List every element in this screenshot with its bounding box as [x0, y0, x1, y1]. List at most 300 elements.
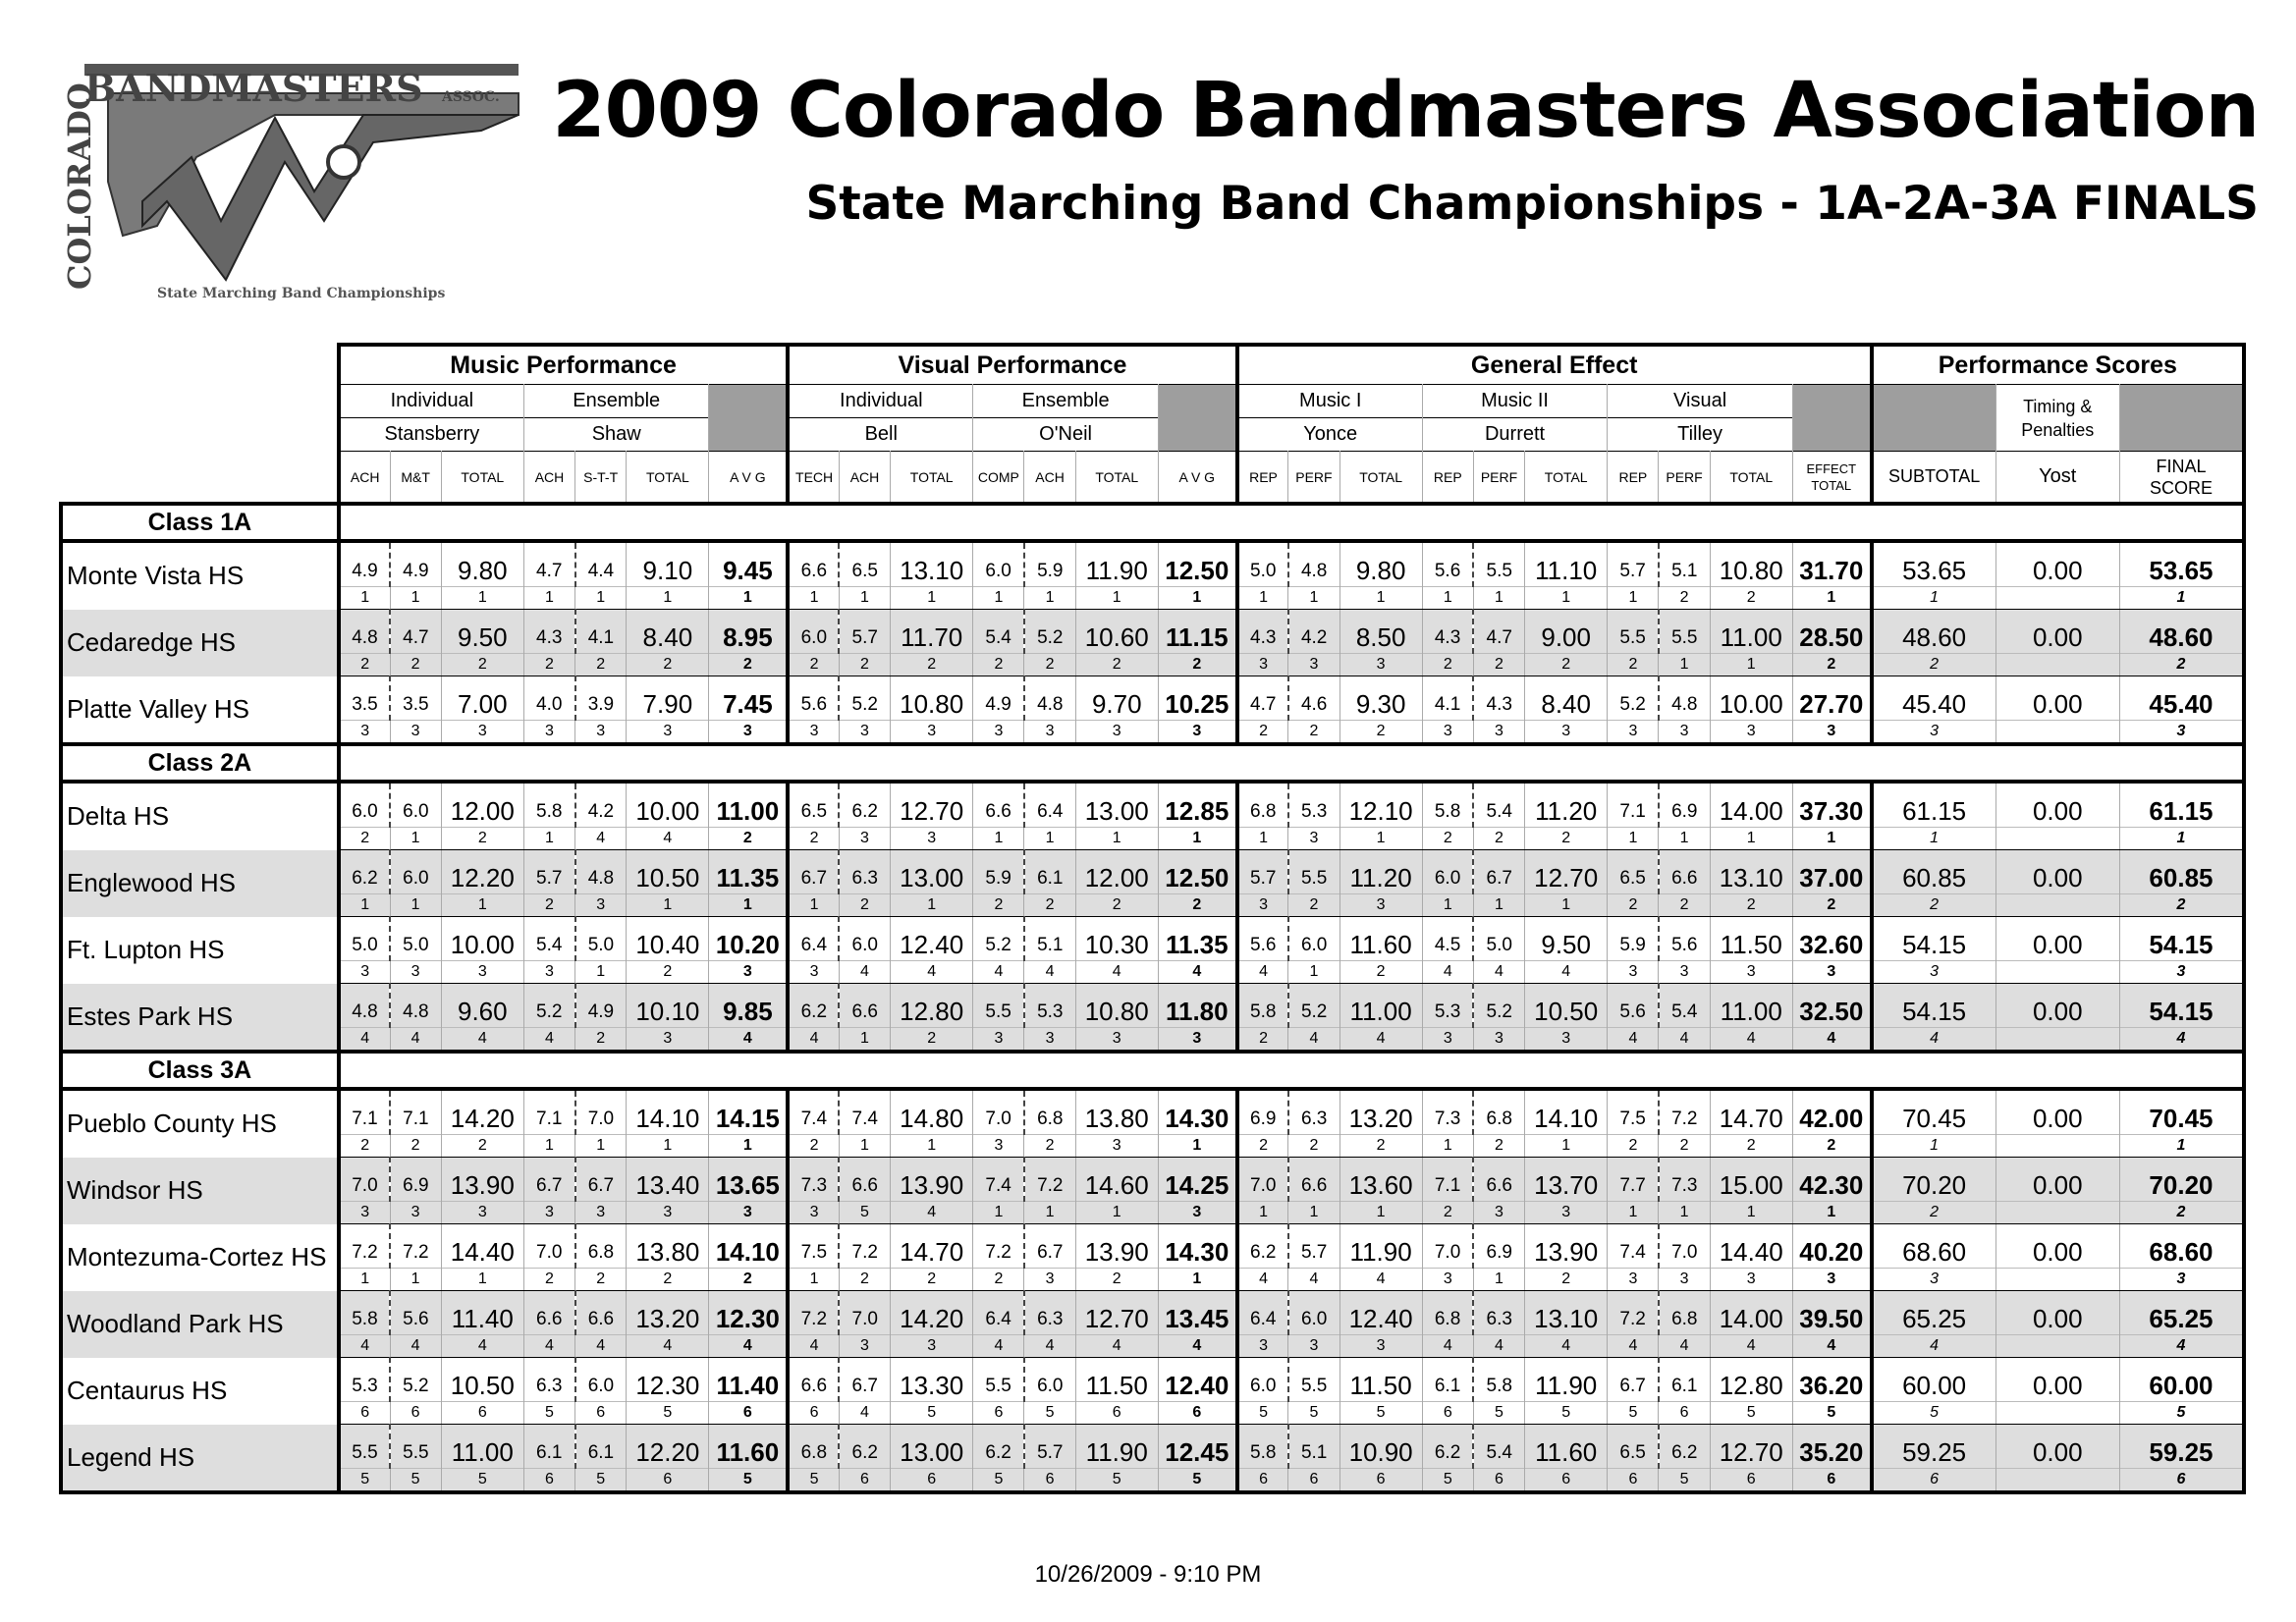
band-name: Monte Vista HS: [61, 541, 339, 610]
score-cell: 6.0: [1024, 1358, 1075, 1402]
score-cell: 14.10: [627, 1089, 709, 1135]
rank-cell: 1: [1158, 1135, 1236, 1158]
rank-cell: 1: [1525, 587, 1608, 610]
score-cell: 6.9: [1473, 1224, 1524, 1269]
score-cell: 0.00: [1995, 1358, 2119, 1402]
score-cell: 4.3: [1422, 610, 1473, 654]
score-cell: 5.2: [973, 917, 1024, 961]
score-cell: 6.0: [1288, 1291, 1339, 1335]
rank-cell: 2: [390, 654, 441, 676]
score-cell: 6.0: [390, 850, 441, 894]
score-cell: 13.20: [1339, 1089, 1422, 1135]
rank-cell: 2: [1659, 894, 1710, 917]
rank-cell: 1: [1659, 828, 1710, 850]
score-cell: 12.20: [627, 1425, 709, 1469]
rank-cell: 2: [339, 1135, 390, 1158]
score-cell: 6.4: [788, 917, 839, 961]
score-cell: 4.9: [575, 984, 627, 1028]
score-cell: 7.2: [1659, 1089, 1710, 1135]
band-name: Platte Valley HS: [61, 676, 339, 745]
rank-cell: 4: [973, 961, 1024, 984]
score-cell: 7.7: [1608, 1158, 1659, 1202]
rank-cell: 1: [1339, 587, 1422, 610]
rank-cell: 4: [1872, 1335, 1995, 1358]
score-cell: 42.30: [1792, 1158, 1871, 1202]
rank-cell: 4: [1158, 961, 1236, 984]
rank-cell: 2: [839, 894, 890, 917]
rank-cell: 3: [1237, 654, 1288, 676]
score-cell: 13.90: [1525, 1224, 1608, 1269]
score-cell: 6.8: [1659, 1291, 1710, 1335]
score-cell: 6.8: [1237, 782, 1288, 828]
rank-cell: 4: [1024, 1335, 1075, 1358]
score-cell: 7.4: [788, 1089, 839, 1135]
score-cell: 6.3: [1473, 1291, 1524, 1335]
rank-cell: 4: [839, 1402, 890, 1425]
rank-cell: 6: [788, 1402, 839, 1425]
rank-cell: 2: [1075, 1269, 1158, 1291]
rank-cell: 3: [1075, 721, 1158, 745]
header-visual-performance: Visual Performance: [788, 345, 1236, 385]
rank-cell: 4: [1237, 1269, 1288, 1291]
rank-cell: 2: [1608, 894, 1659, 917]
score-cell: 7.1: [523, 1089, 574, 1135]
score-cell: 5.7: [1608, 541, 1659, 587]
score-cell: 60.85: [2119, 850, 2244, 894]
svg-text:COLORADO: COLORADO: [61, 82, 98, 290]
rank-cell: 3: [575, 894, 627, 917]
rank-cell: 6: [1158, 1402, 1236, 1425]
rank-cell: 5: [1872, 1402, 1995, 1425]
rank-cell: 4: [390, 1335, 441, 1358]
score-cell: 5.4: [1659, 984, 1710, 1028]
rank-cell: 1: [339, 1269, 390, 1291]
rank-cell: 3: [390, 1202, 441, 1224]
score-cell: 11.00: [1339, 984, 1422, 1028]
band-rank-row: [61, 587, 2244, 610]
rank-cell: 3: [1608, 721, 1659, 745]
band-score-row: [61, 610, 2244, 654]
header-shade: [1872, 385, 1995, 452]
score-cell: 5.1: [1288, 1425, 1339, 1469]
score-cell: 12.70: [891, 782, 973, 828]
rank-cell: 3: [1158, 1202, 1236, 1224]
rank-cell: [1995, 894, 2119, 917]
score-cell: 4.8: [339, 610, 390, 654]
score-cell: 45.40: [1872, 676, 1995, 721]
rank-cell: [1995, 1402, 2119, 1425]
rank-cell: 4: [891, 961, 973, 984]
score-cell: 12.00: [441, 782, 523, 828]
rank-cell: 1: [973, 1202, 1024, 1224]
score-cell: 6.1: [1659, 1358, 1710, 1402]
score-cell: 12.20: [441, 850, 523, 894]
score-cell: 5.2: [1024, 610, 1075, 654]
col-stt: S-T-T: [575, 452, 627, 505]
score-cell: 5.5: [973, 984, 1024, 1028]
score-cell: 7.0: [1659, 1224, 1710, 1269]
band-rank-row: [61, 1335, 2244, 1358]
rank-cell: 3: [891, 721, 973, 745]
score-cell: 5.4: [973, 610, 1024, 654]
score-cell: 11.15: [1158, 610, 1236, 654]
rank-cell: 3: [709, 961, 788, 984]
score-cell: 6.0: [390, 782, 441, 828]
col-ach: ACH: [523, 452, 574, 505]
header-timing-penalties: [1995, 385, 2119, 452]
score-cell: 5.6: [1237, 917, 1288, 961]
score-cell: 0.00: [1995, 1089, 2119, 1135]
score-cell: 6.6: [839, 984, 890, 1028]
score-cell: 13.70: [1525, 1158, 1608, 1202]
rank-cell: 6: [523, 1469, 574, 1493]
rank-cell: 3: [1710, 961, 1792, 984]
rank-cell: 3: [1473, 1202, 1524, 1224]
header-music-ii: Music II: [1422, 385, 1608, 418]
band-rank-row: [61, 1202, 2244, 1224]
score-cell: 7.3: [1659, 1158, 1710, 1202]
score-cell: 12.30: [709, 1291, 788, 1335]
rank-cell: 2: [891, 1028, 973, 1053]
rank-cell: 4: [627, 828, 709, 850]
rank-cell: 3: [1872, 961, 1995, 984]
rank-cell: 3: [1872, 721, 1995, 745]
score-cell: 9.80: [1339, 541, 1422, 587]
rank-cell: 1: [1659, 654, 1710, 676]
score-cell: 7.4: [839, 1089, 890, 1135]
score-cell: 7.4: [1608, 1224, 1659, 1269]
rank-cell: 6: [1473, 1469, 1524, 1493]
score-cell: 14.60: [1075, 1158, 1158, 1202]
band-name: Delta HS: [61, 782, 339, 850]
band-score-row: [61, 917, 2244, 961]
rank-cell: 2: [1237, 1135, 1288, 1158]
score-cell: 7.2: [839, 1224, 890, 1269]
rank-cell: 2: [891, 1269, 973, 1291]
rank-cell: 1: [1473, 587, 1524, 610]
score-cell: 5.5: [390, 1425, 441, 1469]
score-cell: 6.6: [788, 541, 839, 587]
score-cell: 6.2: [973, 1425, 1024, 1469]
rank-cell: 2: [2119, 894, 2244, 917]
band-score-row: [61, 1358, 2244, 1402]
rank-cell: 4: [1288, 1028, 1339, 1053]
band-score-row: [61, 1291, 2244, 1335]
score-cell: 10.50: [1525, 984, 1608, 1028]
rank-cell: 2: [627, 961, 709, 984]
score-cell: 14.20: [441, 1089, 523, 1135]
score-cell: 4.8: [390, 984, 441, 1028]
score-cell: 4.9: [973, 676, 1024, 721]
judge-yonce: Yonce: [1237, 418, 1423, 452]
rank-cell: 3: [1792, 1269, 1871, 1291]
band-score-row: [61, 782, 2244, 828]
score-cell: 7.0: [339, 1158, 390, 1202]
score-cell: 0.00: [1995, 984, 2119, 1028]
score-cell: 5.7: [523, 850, 574, 894]
rank-cell: 3: [1525, 1028, 1608, 1053]
rank-cell: 1: [441, 587, 523, 610]
rank-cell: 4: [1288, 1269, 1339, 1291]
score-cell: 12.85: [1158, 782, 1236, 828]
score-cell: 36.20: [1792, 1358, 1871, 1402]
score-cell: 9.60: [441, 984, 523, 1028]
class-name: Class 2A: [61, 744, 339, 782]
rank-cell: 3: [1339, 654, 1422, 676]
rank-cell: [1995, 961, 2119, 984]
rank-cell: 3: [788, 961, 839, 984]
score-cell: 7.0: [1237, 1158, 1288, 1202]
score-cell: 8.95: [709, 610, 788, 654]
rank-cell: 2: [1024, 654, 1075, 676]
class-row-spacer: [339, 1052, 2244, 1089]
rank-cell: 3: [1339, 894, 1422, 917]
rank-cell: 1: [441, 894, 523, 917]
rank-cell: 2: [788, 828, 839, 850]
score-cell: 45.40: [2119, 676, 2244, 721]
score-cell: 0.00: [1995, 782, 2119, 828]
rank-cell: 6: [1075, 1402, 1158, 1425]
score-cell: 10.60: [1075, 610, 1158, 654]
rank-cell: 1: [390, 587, 441, 610]
class-header-row: [61, 1052, 2244, 1089]
score-cell: 35.20: [1792, 1425, 1871, 1469]
score-cell: 11.80: [1158, 984, 1236, 1028]
score-cell: 7.45: [709, 676, 788, 721]
rank-cell: 5: [1237, 1402, 1288, 1425]
col-total: TOTAL: [1710, 452, 1792, 505]
score-cell: 11.90: [1525, 1358, 1608, 1402]
rank-cell: 5: [1024, 1402, 1075, 1425]
score-cell: 5.8: [1237, 984, 1288, 1028]
score-cell: 5.8: [1237, 1425, 1288, 1469]
score-cell: 4.8: [575, 850, 627, 894]
rank-cell: 3: [839, 1335, 890, 1358]
score-cell: 6.9: [390, 1158, 441, 1202]
score-cell: 13.45: [1158, 1291, 1236, 1335]
rank-cell: 3: [1075, 1135, 1158, 1158]
band-score-row: [61, 850, 2244, 894]
score-cell: 7.1: [390, 1089, 441, 1135]
score-cell: 6.3: [523, 1358, 574, 1402]
band-rank-row: [61, 721, 2244, 745]
rank-cell: 3: [1075, 1028, 1158, 1053]
rank-cell: 1: [1288, 1202, 1339, 1224]
score-cell: 4.7: [1237, 676, 1288, 721]
rank-cell: 1: [627, 587, 709, 610]
rank-cell: 1: [1710, 654, 1792, 676]
score-cell: 13.90: [1075, 1224, 1158, 1269]
col-rep: REP: [1608, 452, 1659, 505]
rank-cell: 2: [709, 1269, 788, 1291]
rank-cell: 4: [973, 1335, 1024, 1358]
score-cell: 6.5: [1608, 850, 1659, 894]
score-cell: 6.2: [839, 782, 890, 828]
band-name: Ft. Lupton HS: [61, 917, 339, 984]
score-cell: 10.50: [627, 850, 709, 894]
header-general-effect: General Effect: [1237, 345, 1872, 385]
rank-cell: 3: [1659, 1269, 1710, 1291]
score-cell: 54.15: [1872, 984, 1995, 1028]
band-name: Estes Park HS: [61, 984, 339, 1053]
score-cell: 60.00: [1872, 1358, 1995, 1402]
score-cell: 12.50: [1158, 850, 1236, 894]
score-cell: 6.0: [339, 782, 390, 828]
score-cell: 11.00: [1710, 610, 1792, 654]
col-total: TOTAL: [891, 452, 973, 505]
score-cell: 10.25: [1158, 676, 1236, 721]
rank-cell: 3: [1872, 1269, 1995, 1291]
score-cell: 6.5: [839, 541, 890, 587]
header-vp-ensemble: Ensemble: [973, 385, 1159, 418]
rank-cell: 2: [1158, 654, 1236, 676]
score-cell: 59.25: [1872, 1425, 1995, 1469]
score-cell: 6.1: [1024, 850, 1075, 894]
rank-cell: 2: [839, 1269, 890, 1291]
band-name: Legend HS: [61, 1425, 339, 1493]
rank-cell: 5: [709, 1469, 788, 1493]
score-cell: 5.2: [1473, 984, 1524, 1028]
score-cell: 6.6: [1473, 1158, 1524, 1202]
score-cell: 13.80: [1075, 1089, 1158, 1135]
class-row-spacer: [339, 504, 2244, 541]
rank-cell: 2: [441, 654, 523, 676]
score-cell: 13.30: [891, 1358, 973, 1402]
rank-cell: 5: [839, 1202, 890, 1224]
score-cell: 0.00: [1995, 1158, 2119, 1202]
score-cell: 6.0: [839, 917, 890, 961]
score-cell: 5.0: [1237, 541, 1288, 587]
effect-label: EFFECT: [1806, 460, 1857, 476]
header-music-performance: Music Performance: [339, 345, 788, 385]
score-cell: 9.70: [1075, 676, 1158, 721]
score-cell: 4.7: [523, 541, 574, 587]
score-cell: 5.1: [1024, 917, 1075, 961]
score-cell: 7.5: [1608, 1089, 1659, 1135]
score-cell: 6.7: [1608, 1358, 1659, 1402]
rank-cell: 3: [1422, 1269, 1473, 1291]
score-cell: 54.15: [1872, 917, 1995, 961]
score-cell: 6.9: [1237, 1089, 1288, 1135]
score-cell: 6.6: [575, 1291, 627, 1335]
score-cell: 5.2: [1288, 984, 1339, 1028]
score-cell: 13.90: [441, 1158, 523, 1202]
rank-cell: 2: [1710, 587, 1792, 610]
score-cell: 6.5: [1608, 1425, 1659, 1469]
col-avg: A V G: [709, 452, 788, 505]
rank-cell: 3: [891, 828, 973, 850]
score-cell: 4.3: [523, 610, 574, 654]
score-cell: 13.65: [709, 1158, 788, 1202]
rank-cell: 4: [709, 1028, 788, 1053]
rank-cell: 5: [1422, 1469, 1473, 1493]
score-cell: 6.7: [788, 850, 839, 894]
band-rank-row: [61, 654, 2244, 676]
col-total: TOTAL: [627, 452, 709, 505]
score-cell: 7.90: [627, 676, 709, 721]
rank-cell: 4: [1158, 1335, 1236, 1358]
score-cell: 10.00: [441, 917, 523, 961]
rank-cell: 2: [575, 1269, 627, 1291]
score-cell: 4.8: [1024, 676, 1075, 721]
score-cell: 28.50: [1792, 610, 1871, 654]
score-cell: 61.15: [1872, 782, 1995, 828]
rank-cell: 3: [339, 721, 390, 745]
rank-cell: 2: [339, 654, 390, 676]
score-cell: 6.6: [839, 1158, 890, 1202]
timestamp: 10/26/2009 - 9:10 PM: [1034, 1561, 1262, 1588]
rank-cell: 3: [1237, 1335, 1288, 1358]
rank-cell: 2: [1608, 654, 1659, 676]
score-cell: 5.4: [1473, 782, 1524, 828]
rank-cell: 1: [627, 894, 709, 917]
score-cell: 6.8: [1422, 1291, 1473, 1335]
rank-cell: 6: [891, 1469, 973, 1493]
rank-cell: 2: [709, 654, 788, 676]
score-cell: 13.10: [1525, 1291, 1608, 1335]
rank-cell: 6: [2119, 1469, 2244, 1493]
score-cell: 6.7: [1024, 1224, 1075, 1269]
rank-cell: 6: [1608, 1469, 1659, 1493]
rank-cell: 4: [339, 1335, 390, 1358]
score-cell: 6.2: [1659, 1425, 1710, 1469]
rank-cell: 3: [1525, 721, 1608, 745]
col-subtotal: SUBTOTAL: [1872, 452, 1995, 505]
rank-cell: 4: [575, 828, 627, 850]
rank-cell: 6: [1792, 1469, 1871, 1493]
rank-cell: 5: [973, 1469, 1024, 1493]
rank-cell: 3: [441, 961, 523, 984]
rank-cell: 5: [1659, 1469, 1710, 1493]
rank-cell: 2: [339, 828, 390, 850]
band-score-row: [61, 541, 2244, 587]
rank-cell: 2: [1288, 721, 1339, 745]
rank-cell: 4: [1473, 961, 1524, 984]
score-cell: 5.5: [1288, 850, 1339, 894]
rank-cell: 2: [2119, 1202, 2244, 1224]
score-cell: 9.80: [441, 541, 523, 587]
page-title: 2009 Colorado Bandmasters Association: [552, 67, 2259, 155]
rank-cell: 4: [1659, 1335, 1710, 1358]
rank-cell: 2: [788, 1135, 839, 1158]
rank-cell: 3: [1608, 961, 1659, 984]
rank-cell: 1: [973, 587, 1024, 610]
band-rank-row: [61, 1028, 2244, 1053]
score-cell: 5.6: [788, 676, 839, 721]
score-cell: 6.0: [1237, 1358, 1288, 1402]
rank-cell: 2: [1525, 654, 1608, 676]
score-cell: 0.00: [1995, 1224, 2119, 1269]
class-name: Class 1A: [61, 504, 339, 541]
score-cell: 6.4: [973, 1291, 1024, 1335]
score-cell: 12.40: [1158, 1358, 1236, 1402]
score-cell: 9.30: [1339, 676, 1422, 721]
rank-cell: 4: [441, 1028, 523, 1053]
score-cell: 0.00: [1995, 1291, 2119, 1335]
rank-cell: 1: [1024, 587, 1075, 610]
score-cell: 7.3: [1422, 1089, 1473, 1135]
col-perf: PERF: [1473, 452, 1524, 505]
rank-cell: 4: [891, 1202, 973, 1224]
score-cell: 13.00: [891, 1425, 973, 1469]
rank-cell: 4: [1422, 961, 1473, 984]
score-cell: 6.6: [1659, 850, 1710, 894]
rank-cell: 6: [575, 1402, 627, 1425]
score-cell: 13.80: [627, 1224, 709, 1269]
score-cell: 31.70: [1792, 541, 1871, 587]
band-score-row: [61, 1425, 2244, 1469]
score-cell: 14.40: [1710, 1224, 1792, 1269]
